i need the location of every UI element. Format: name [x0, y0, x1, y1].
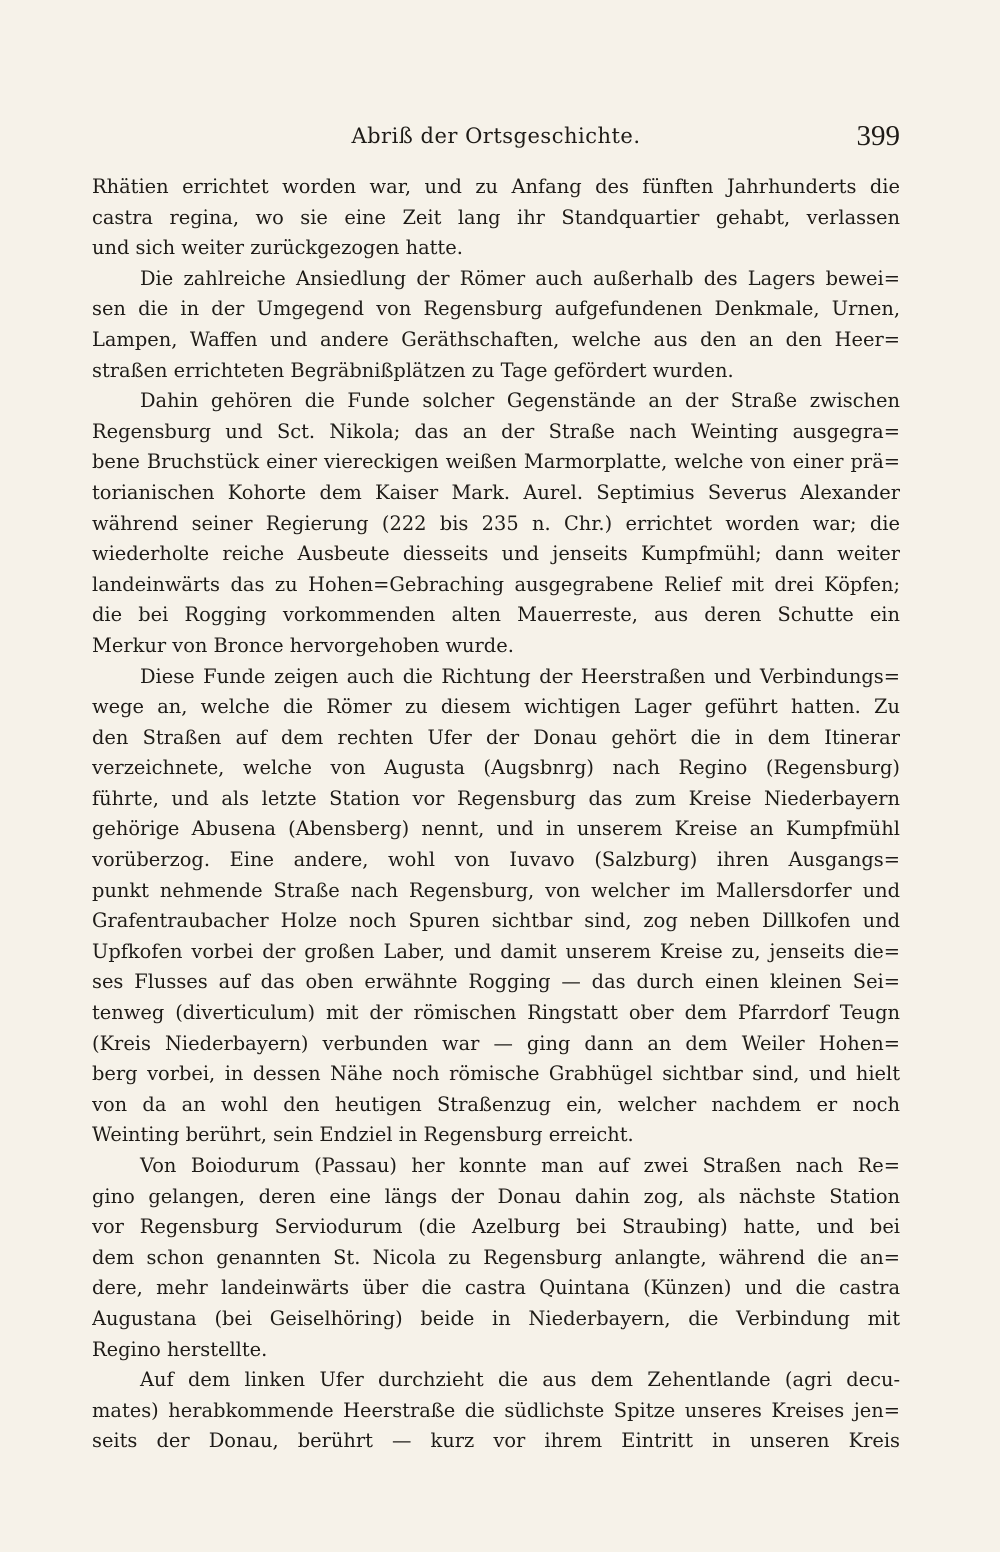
text-line: von da an wohl den heutigen Straßenzug ein, welcher nachdem er noch: [92, 1092, 900, 1116]
text-line: Dahin gehören die Funde solcher Gegenstände an der Straße zwischen: [140, 389, 900, 413]
text-line: wiederholte reiche Ausbeute diesseits und jenseits Kumpfmühl; dann weiter: [92, 542, 900, 566]
text-line: Augustana (bei Geiselhöring) beide in Niederbayern, die Verbindung mit: [92, 1306, 900, 1330]
text-line: landeinwärts das zu Hohen=Gebraching ausgegrabene Relief mit drei Köpfen;: [92, 572, 900, 596]
text-line: Regensburg und Sct. Nikola; das an der Straße nach Weinting ausgegra=: [92, 419, 900, 443]
text-line: Grafentraubacher Holze noch Spuren sichtbar sind, zog neben Dillkofen und: [92, 909, 900, 933]
text-line: Upfkofen vorbei der großen Laber, und damit unserem Kreise zu, jenseits die=: [92, 939, 900, 963]
running-title: Abriß der Ortsgeschichte.: [351, 124, 641, 148]
text-line: seits der Donau, berührt — kurz vor ihrem Eintritt in unseren Kreis: [92, 1429, 900, 1453]
text-line: Regino herstellte.: [92, 1337, 268, 1361]
text-line: ses Flusses auf das oben erwähnte Rogging — das durch einen kleinen Sei=: [92, 970, 900, 994]
text-line: vor Regensburg Serviodurum (die Azelburg bei Straubing) hatte, und bei: [92, 1215, 900, 1239]
body-text: [92, 172, 900, 1457]
text-line: tenweg (diverticulum) mit der römischen Ringstatt ober dem Pfarrdorf Teugn: [92, 1001, 900, 1025]
text-line: während seiner Regierung (222 bis 235 n. Chr.) errichtet worden war; die: [92, 511, 900, 535]
text-line: sen die in der Umgegend von Regensburg aufgefundenen Denkmale, Urnen,: [92, 297, 900, 321]
page-header: [92, 120, 900, 164]
text-line: Diese Funde zeigen auch die Richtung der Heerstraßen und Verbindungs=: [140, 664, 900, 688]
text-line: vorüberzog. Eine andere, wohl von Iuvavo (Salzburg) ihren Ausgangs=: [92, 848, 900, 872]
text-line: den Straßen auf dem rechten Ufer der Donau gehört die in dem Itinerar: [92, 725, 900, 749]
text-line: Auf dem linken Ufer durchzieht die aus dem Zehentlande (agri decu-: [140, 1368, 900, 1392]
text-line: Von Boiodurum (Passau) her konnte man auf zwei Straßen nach Re=: [140, 1154, 900, 1177]
text-line: dem schon genannten St. Nicola zu Regensburg anlangte, während die an=: [92, 1245, 900, 1269]
text-line: gino gelangen, deren eine längs der Donau dahin zog, als nächste Station: [92, 1184, 900, 1208]
text-line: straßen errichteten Begräbnißplätzen zu Tage gefördert wurden.: [92, 358, 734, 382]
text-line: mates) herabkommende Heerstraße die südlichste Spitze unseres Kreises jen=: [92, 1398, 900, 1422]
text-line: wege an, welche die Römer zu diesem wichtigen Lager geführt hatten. Zu: [92, 695, 900, 719]
text-line: (Kreis Niederbayern) verbunden war — ging dann an dem Weiler Hohen=: [92, 1031, 900, 1055]
text-line: führte, und als letzte Station vor Regensburg das zum Kreise Niederbayern: [92, 786, 900, 810]
text-line: verzeichnete, welche von Augusta (Augsbnrg) nach Regino (Regensburg): [92, 756, 900, 780]
text-line: Merkur von Bronce hervorgehoben wurde.: [92, 633, 514, 657]
text-line: und sich weiter zurückgezogen hatte.: [92, 236, 463, 260]
text-line: punkt nehmende Straße nach Regensburg, von welcher im Mallersdorfer und: [92, 878, 900, 902]
text-line: die bei Rogging vorkommenden alten Mauerreste, aus deren Schutte ein: [92, 603, 900, 627]
text-line: torianischen Kohorte dem Kaiser Mark. Aurel. Septimius Severus Alexander: [92, 480, 900, 504]
text-line: Rhätien errichtet worden war, und zu Anfang des fünften Jahrhunderts die: [92, 175, 900, 198]
text-line: Die zahlreiche Ansiedlung der Römer auch außerhalb des Lagers bewei=: [140, 266, 900, 290]
text-line: Weinting berührt, sein Endziel in Regensburg erreicht.: [92, 1123, 634, 1147]
text-line: berg vorbei, in dessen Nähe noch römische Grabhügel sichtbar sind, und hielt: [92, 1062, 900, 1086]
page-number: 399: [856, 120, 900, 152]
text-line: Lampen, Waffen und andere Geräthschaften, welche aus den an den Heer=: [92, 327, 900, 351]
text-line: castra regina, wo sie eine Zeit lang ihr Standquartier gehabt, verlassen: [92, 205, 900, 229]
text-line: dere, mehr landeinwärts über die castra Quintana (Künzen) und die castra: [92, 1276, 900, 1300]
text-line: gehörige Abusena (Abensberg) nennt, und in unserem Kreise an Kumpfmühl: [92, 817, 900, 841]
text-line: bene Bruchstück einer viereckigen weißen Marmorplatte, welche von einer prä=: [92, 450, 900, 474]
